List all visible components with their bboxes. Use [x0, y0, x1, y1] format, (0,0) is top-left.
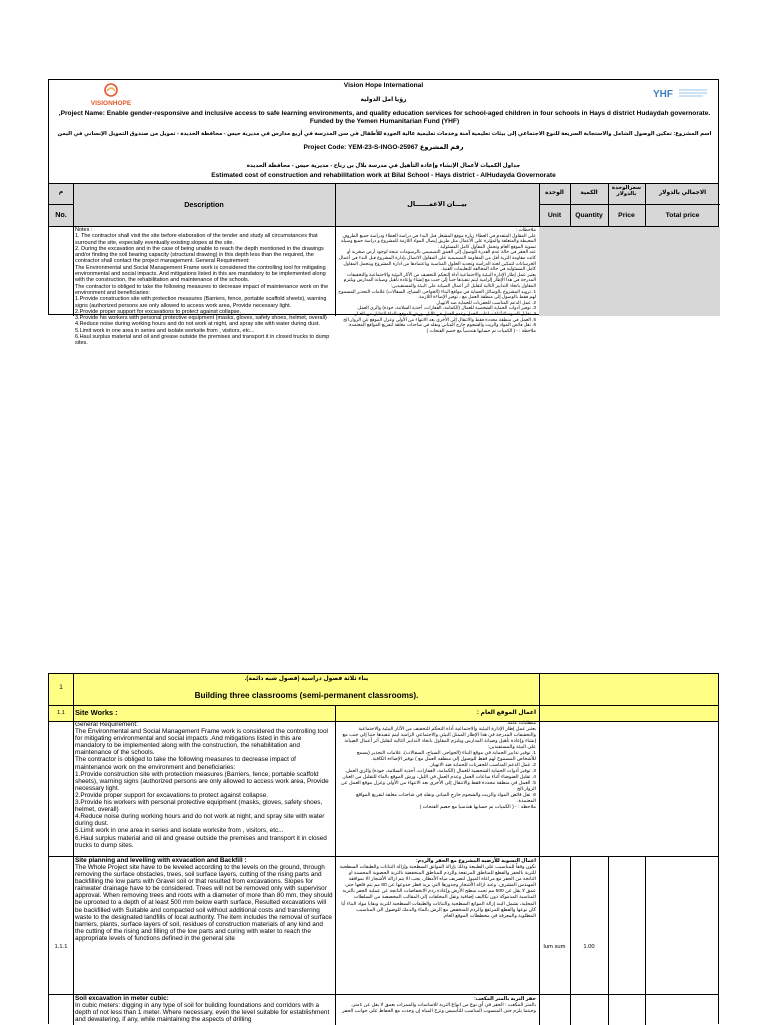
section-1-title-ar: بناء ثلاثة فصول دراسية (فصول شبه دائمة).	[244, 676, 369, 682]
col-qty-en: Quantity	[575, 212, 603, 219]
general-requirement-ar: متطلبات عامة: يعتبر عمل إطار الإدارة البيئية والاجتماعية أداة التحكم للتخفيف من الآثار البيئية والاجتماعية والتخفيفات المدرجة في هذا الإطار الممثل البيئي والاجتماعي الزامية ليتم تنفيذها جنبا إلى جنب مع إنشاء وإعادة تأهيل وصيانة المدارس ويلتزم المقاول باتخاذ التدابير التالية لتقليل أثر أعمال الصيانة على البيئة والمستفيدين: 1. توفير تدابير الحماية في موقع البناء (الحواجز، السياج، السقالات)، علامات التحذير (يسمح للأشخاص المسموح لهم فقط للوصول إلى منطقة العمل مع ) توفير الإضاءة الكافية. 2. عمل الدعم المناسب للحفريات للحماية ضد الانهيار. 3. توفير أدوات الحماية الشخصية للعمال (الكمامة، القفازات، أحذية السلامة، خوذة) والزي العمل. 4. تقليل الضوضاء أثناء ساعات العمل وعدم العمل في الليل، ورش الموقع بالماء للتقليل من الغبار. 5. العمل في منطقة محددة فقط والانتقال إلى الأخرى بعد الانتهاء من الأولى وعزل موقع العمل عن الزوار.الخ 6. نقل فائض المواد والزيت والشحوم خارج المباني ونقله في شاحنات مغلقة لتفريغ المواقع المعتمدة. ملاحظة : - ( الكميات تم حسابها هندسيا مع خصم الفتحات )	[341, 721, 536, 810]
section-1-1-number: 1.1	[56, 710, 66, 716]
col-description-ar: بيـــان الاعمــــــال	[407, 201, 467, 208]
estimate-title-ar: جداول الكميات لأعمال الإنشاء وإعادة التأهيل في مدرسة بلال بن رباح - مديرية حيس - محافظة الحديدة	[246, 163, 521, 169]
section-1-1-title-en: Site Works :	[75, 708, 118, 717]
item-1-1-1-body-ar: تكون وفقاً للمناسيب على الطبيعة وذلك بإزالة المواتق السطحية وإزالة النباتات والطبقات السطحية للتربة بالحفر والقطع للمناطق المرتفعة والردم للمناطق المنخفضة بالتربة الحصوية المحسنة او الناتجة من الحفر مع مراعاة الميول لتصريف مياه الأمطار، يجب الا يتم ازالة الأشجار الا بموافقة المهندس المشرف. وعند ازالة الأشجار وجذورها التي يزيد قطر جذوعها عن 80 مم يتم قلعها حتى عمق لا يقل عن 500 مم تحت سطح الأرض وإعادة ردم الانخفاضات الناتجة عن عملية الحفر بالتربة المناسبة المدموكة دون تكاليف إضافية ونقل المخلفات إلى المقالب المخصصة من السلطات المحلية، يشمل البند إزالة الموانع السطحية والنباتات والطبقات السطحية للتربة وبقايا مواد البناء أيا كان نوعها والقطع للمرتفع والردم للمنخفض مع الرش بالماء والدمك للوصول الى المناسيب المطلوبة والمعرفة في مخططات الموقع العام.	[339, 865, 536, 919]
project-code: Project Code: YEM-23-S-INGO-25967 رقم المشروع	[303, 144, 464, 151]
general-requirement-en: General Requirement: The Environmental and Social Management Frame work is considered the controlling tool for mitigating environmental and social impacts .And mitigations listed in this are mandatory to be implemented along with the construction, the rehabilitation and maintenance of the schools. The contractor is obliged to take the following measures to decrease impact of maintenance work on the environment and beneficiaries: 1.Provide construction site with protection measures (Barriers, fence, portable scaffold sheets), warning signs (authorized persons are only allowed to access work area, Provide necessary light. 2.Provide proper support for excavations to protect against collapse. 3.Provide his workers with personal protective equipment (masks, gloves, safety shoes, helmet, overall) 4.Reduce noise during working hours and do not work at night, and spray site with water during dust. 5.Limit work in one area in series and isolate worksite from , visitors, etc... 6.Haul surplus material and oil and grease outside the premises and transport it in closed trucks to dump sites.	[75, 721, 329, 849]
boq-items-table	[48, 673, 719, 1024]
notes-empty-cells	[539, 227, 720, 316]
col-qty-ar: الكمية	[580, 190, 598, 196]
item-1-1-1-qty: 1.00	[583, 944, 595, 950]
section-1-number: 1	[59, 684, 63, 691]
col-no-en: No.	[55, 210, 67, 219]
col-unit-ar: الوحدة	[545, 190, 564, 196]
section-1-1-title-ar: اعمال الموقع العام :	[476, 710, 536, 716]
item-1-1-2-body-en: In cubic meters: digging in any type of soil for building foundations and corridors with a depth of not less than 1 meter. Where necessary, even the level suitable for establishment and dewatering, if any, while maintaining the aspects of drilling	[75, 1002, 330, 1024]
col-total-en: Total price	[665, 212, 700, 219]
yhf-logo-text: YHF	[653, 89, 673, 100]
item-1-1-2-title-en: Soil excavation in meter cubic:	[75, 995, 169, 1002]
item-1-1-1-body-en: The Whole Project site have to be leveled according to the levels on the ground, through removing the surface obstacles, trees, soil surface layers, cutting of the rising parts and backfilling the low parts with Gravel soil or that resulted from excavations. Slopes for rainwater drainage have to be considered. Trees will not be removed only with supervisor approval. When removing trees and roots with a diameter of more than 80 mm, they should be uprooted to a depth of at least 500 mm below earth surface, Resulted excavations will be backfilled with Suitable and compacted soil without additional costs and transferring waste to the designated landfills of local authority. The item includes the removal of surface barriers, plants, surface layers of soil, residues of construction materials of any kind and the cutting of the rising and filling of the low parts and curing with water to reach the appropriate levels of functions defined in the general site	[75, 864, 333, 942]
item-1-1-1-unit: lum sum	[543, 944, 566, 950]
item-1-1-2-body-ar: بالمتر المكعب : الحفر في أي نوع من انواع التربة للاساسات والممرات بعمق لا يقل عن 1متر، وحيثما يلزم حتى المنسوب المناسب للتأسيس ونزح المياه إن وجدت مع الحفاظ على جوانب الحفر	[342, 1003, 536, 1015]
col-description-en: Description	[184, 200, 224, 209]
col-no-ar: م	[58, 189, 64, 195]
org-name-ar: رؤيا امل الدولية	[360, 97, 407, 103]
notes-en: Notes : 1. The contractor shall visit the site before elaboration of the tender and study all circumstances that surround the site, especially eventually existing slopes at the site. 2. During the excavation and in the case of being unable to reach the depth mentioned in the drawings and/or finding the soil bearing capacity (structural drawing) in this depth less than the required, the contractor shall contact the project management. General Requirement: The Environmental and Social Management Frame work is considered the controlling tool for mitigating environmental and social impacts. And mitigations listed in this are mandatory to be implemented along with the construction, the rehabilitation and maintenance of the schools. The contractor is obliged to take the following measures to decrease impact of maintenance work on the environment and beneficiaries: 1.Provide construction site with protection measures (Barriers, fence, portable scaffold sheets), warning signs (authorized persons are only allowed to access work area, Provide necessary light. 2.Provide proper support for excavations to protect against collapse. 3.Provide his workers with personal protective equipment (masks, gloves, safety shoes, helmet, overall) 4.Reduce noise during working hours and do not work at night, and spray site with water during dust. 5.Limit work in one area in series and isolate worksite from , visitors, etc... 6.Haul surplus material and oil and grease outside the premises and transport it in closed trucks to dump sites.	[75, 227, 330, 347]
boq-header-table	[48, 79, 719, 347]
notes-ar: ملاحظات : على المقاول المتقدم في العطاء زيارة موقع المشغل قبل البدء في دراسة العطاء ودراسة جميع الظروف المحيطة والمتعلقة والمؤثرة على الأعمال مثل طريق إيصال المواد اللازمة للمشروع و دراسة جميع وسيلة تسوية الموقع العام وتحمل المقاول كامل المسئولية . عند الحفر في حالة عدم القدرة للوصول إلى العمق التصميمي بالرسومات نتيجة لوجود أرض صخرية أو كانت مقاومة التربة أقل من المقاومة التصميمية على المقاول الاتصال بإدارة المشروع قبل البدء في أعمال الخرسانات لتمكين لجنة الدراسة وتحديد الحلول المناسبة وباعتمادها من ادارة المشروع ويتحمل المقاول كامل المسئولية في حالة المخالفة للتعليمات الفنية. يعتبر عمل إطار الإدارة البيئية والاجتماعية أداة التحكم للتخفيف من الآثار البيئية والاجتماعية والتخفيفات المدرجة في هذا الإطار إلزامية ليتم تنفيذها جنباً إلى جنب مع إنشاء وإعادة تأهيل وصيانة المدارس ويلتزم المقاول باتخاذ التدابير التالية لتقليل أثر أعمال الصيانة على البيئة والمستفيدين: 1. تزويد المشروع بالوسائل الحماية في مواقع البناء (الحواجز، السياج، السقالات) علامات التحذير المسموح لهم فقط بالوصول إلى منطقة العمل مع ، توفير الإضاءة اللازمة. 2. عمل الدعم المناسب للحفريات للحماية ضد الانهيار. 3. توفير أدوات الحماية الشخصية للعمال (الكمامة، القفازات، أحذية السلامة، خوذة) والزي العمل. 4. تقليل الضوضاء أثناء ساعات العمل وعدم العمل في الليل، ورش الموقع بالماء للتقليل من الغبار. 5. العمل في منطقة محددة فقط والانتقال إلى الأخرى بعد الانتهاء من الأولى وعزل الموقع عن الزوار.الخ 6. نقل فائض المواد والزيت والشحوم خارج المباني ونقله في شاحنات مغلقة لتفريغ المواقع المعتمدة. ملاحظة : - ( الكميات تم حسابها هندسياً مع خصم الفتحات )	[338, 227, 536, 333]
project-name-ar: اسم المشروع: تمكين الوصول الشامل والاستجابة السريعة للنوع الاجتماعي إلى بيئات تعليمية آمنة وخدمات تعليمية عالية الجودة للأطفال في سن المدرسة في أربع مدارس في مديرية حيس - محافظة الحديدة - تمويل من صندوق التمويل الإنساني في اليمن	[57, 131, 712, 137]
section-1-title-en: Building three classrooms (semi-permanent classrooms).	[194, 691, 419, 700]
item-1-1-1-title-en: Site planning and levelling with exvacation and Backfill :	[75, 857, 247, 864]
vision-hope-logo-text: VISIONHOPE	[90, 100, 132, 107]
col-price-ar: سعرالوحدة بالدولار	[611, 185, 642, 198]
col-total-ar: الاجمالي بالدولار	[658, 190, 707, 196]
org-name-en: Vision Hope International	[343, 82, 424, 89]
col-price-en: Price	[618, 212, 635, 219]
item-1-1-1-number: 1.1.1	[54, 944, 68, 950]
item-1-1-2-title-ar: حفر التربة بالمتر المكعب:	[474, 996, 536, 1002]
estimate-title-en: Estimated cost of construction and rehabilitation work at Bilal School - Hays district - AlHudayda Governorate	[211, 172, 556, 179]
col-unit-en: Unit	[547, 212, 562, 219]
item-1-1-1-title-ar: اعمال التسوية للأرضية المشروع مع الحفر والردم:	[415, 858, 536, 864]
project-name-en: ,Project Name: Enable gender-responsive and inclusive access to safe learning environments, and quality education services for school-aged children in four schools in Hays d district Hudaydah governorate. Funded by the Yemen Humanitarian Fund (YHF)	[58, 110, 711, 125]
